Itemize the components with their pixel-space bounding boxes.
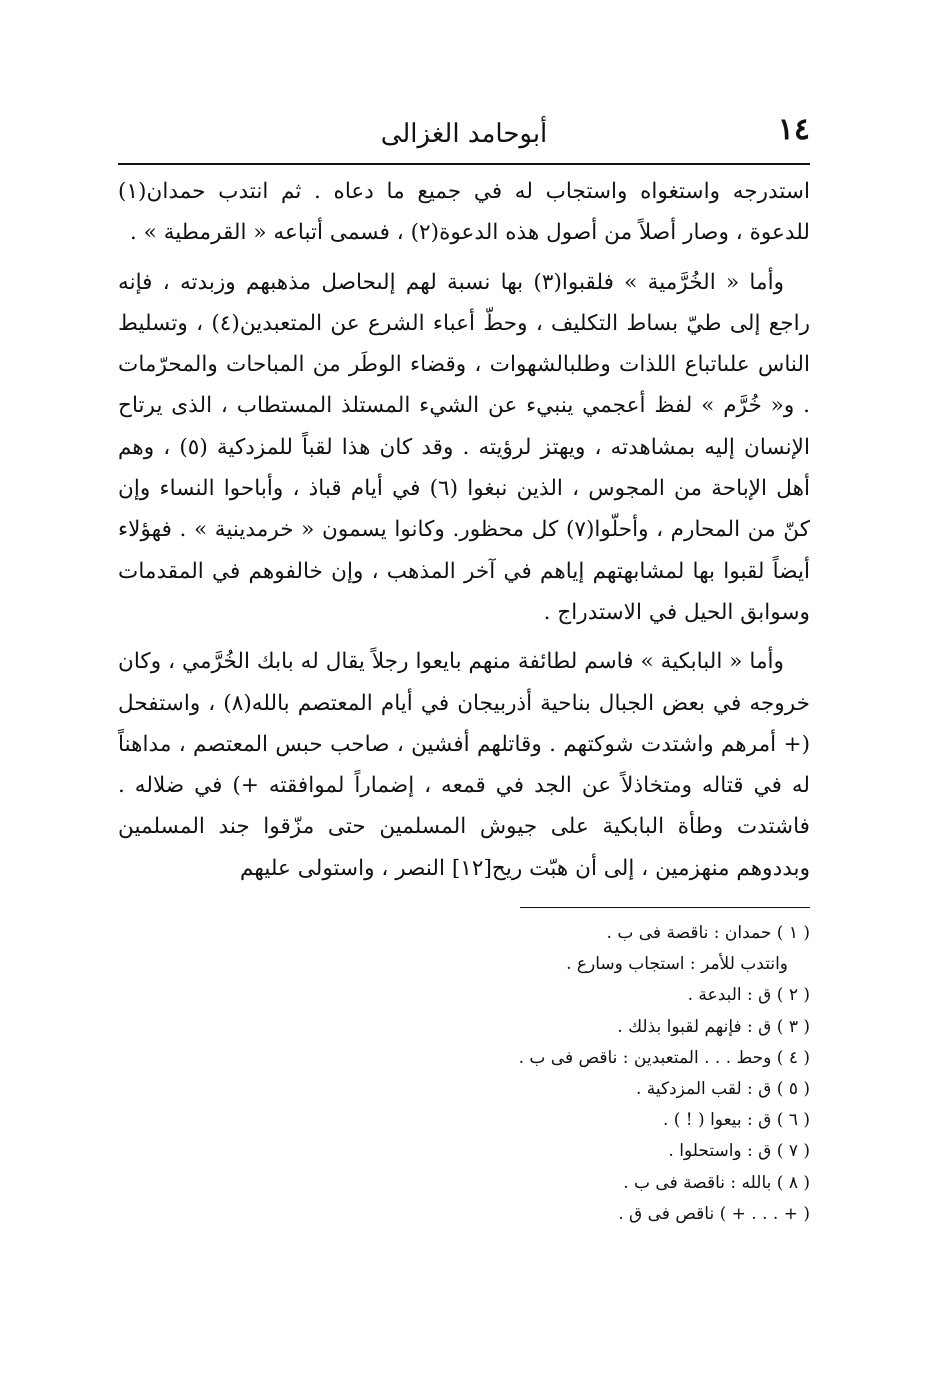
running-title: أبوحامد الغزالى	[380, 119, 548, 149]
footnote-1: ( ١ ) حمدان : ناقصة فى ب .	[606, 923, 810, 944]
paragraph-babakiyya: وأما « البابكية » فاسم لطائفة منهم بايعوا رجلاً يقال له بابك الخُرَّمي ، وكان خروجه في بعض الجبال بناحية أذربيجان في أيام المعتصم بالله(٨) ، واستفحل (+ أمرهم واشتدت شوكتهم . وقاتلهم أفشين ، صاحب حبس المعتصم ، مداهناً له في قتاله ومتخاذلاً عن الجد في قمعه ، إضماراً لموافقته +) في ضلاله . فاشتدت وطأة البابكية على جيوش المسلمين حتى مزّقوا جند المسلمين وبددوهم منهزمين ، إلى أن هبّت ريح[١٢] النصر ، واستولى عليهم	[118, 649, 810, 881]
paragraph-qarmatiyya-end: استدرجه واستغواه واستجاب له في جميع ما دعاه . ثم انتدب حمدان(١) للدعوة ، وصار أصلاً من أصول هذه الدعوة(٢) ، فسمى أتباعه « القرمطية » .	[118, 179, 810, 246]
footnote-8: ( ٨ ) بالله : ناقصة فى ب .	[623, 1172, 810, 1193]
footnote-5: ( ٥ ) ق : لقب المزدكية .	[635, 1079, 810, 1100]
page-number: ١٤	[777, 112, 810, 147]
footnotes-rule	[520, 907, 810, 908]
footnote-6: ( ٦ ) ق : بيعوا ( ! ) .	[662, 1110, 810, 1131]
book-page	[118, 105, 810, 1230]
running-header	[118, 105, 810, 157]
footnotes	[118, 918, 810, 1230]
footnote-plus: ( + . . . + ) ناقص فى ق .	[618, 1203, 810, 1224]
footnote-4: ( ٤ ) وحط . . . المتعبدين : ناقص فى ب .	[518, 1047, 810, 1068]
footnote-3: ( ٣ ) ق : فإنهم لقبوا بذلك .	[617, 1016, 810, 1037]
body-text	[118, 171, 810, 889]
paragraph-khurramiyya: وأما « الخُرَّمية » فلقبوا(٣) بها نسبة لهم إلىحاصل مذهبهم وزبدته ، فإنه راجع إلى طيّ بساط التكليف ، وحطّ أعباء الشرع عن المتعبدين(٤) ، وتسليط الناس علىاتباع اللذات وطلبالشهوات ، وقضاء الوطَر من المباحات والمحرّمات . و« خُرَّم » لفظ أعجمي ينبيء عن الشيء المستلذ المستطاب ، الذى يرتاح الإنسان إليه بمشاهدته ، ويهتز لرؤيته . وقد كان هذا لقباً للمزدكية (٥) ، وهم أهل الإباحة من المجوس ، الذين نبغوا (٦) في أيام قباذ ، وأباحوا النساء وإن كنّ من المحارم ، وأحلّوا(٧) كل محظور. وكانوا يسمون « خرمدينية » . فهؤلاء أيضاً لقبوا بها لمشابهتهم إياهم في آخر المذهب ، وإن خالفوهم في المقدمات وسوابق الحيل في الاستدراج .	[118, 269, 811, 625]
footnote-2: ( ٢ ) ق : البدعة .	[687, 985, 810, 1006]
footnote-7: ( ٧ ) ق : واستحلوا .	[668, 1141, 810, 1162]
header-rule	[118, 163, 810, 165]
footnote-1-continuation: وانتدب للأمر : استجاب وسارع .	[566, 954, 788, 975]
